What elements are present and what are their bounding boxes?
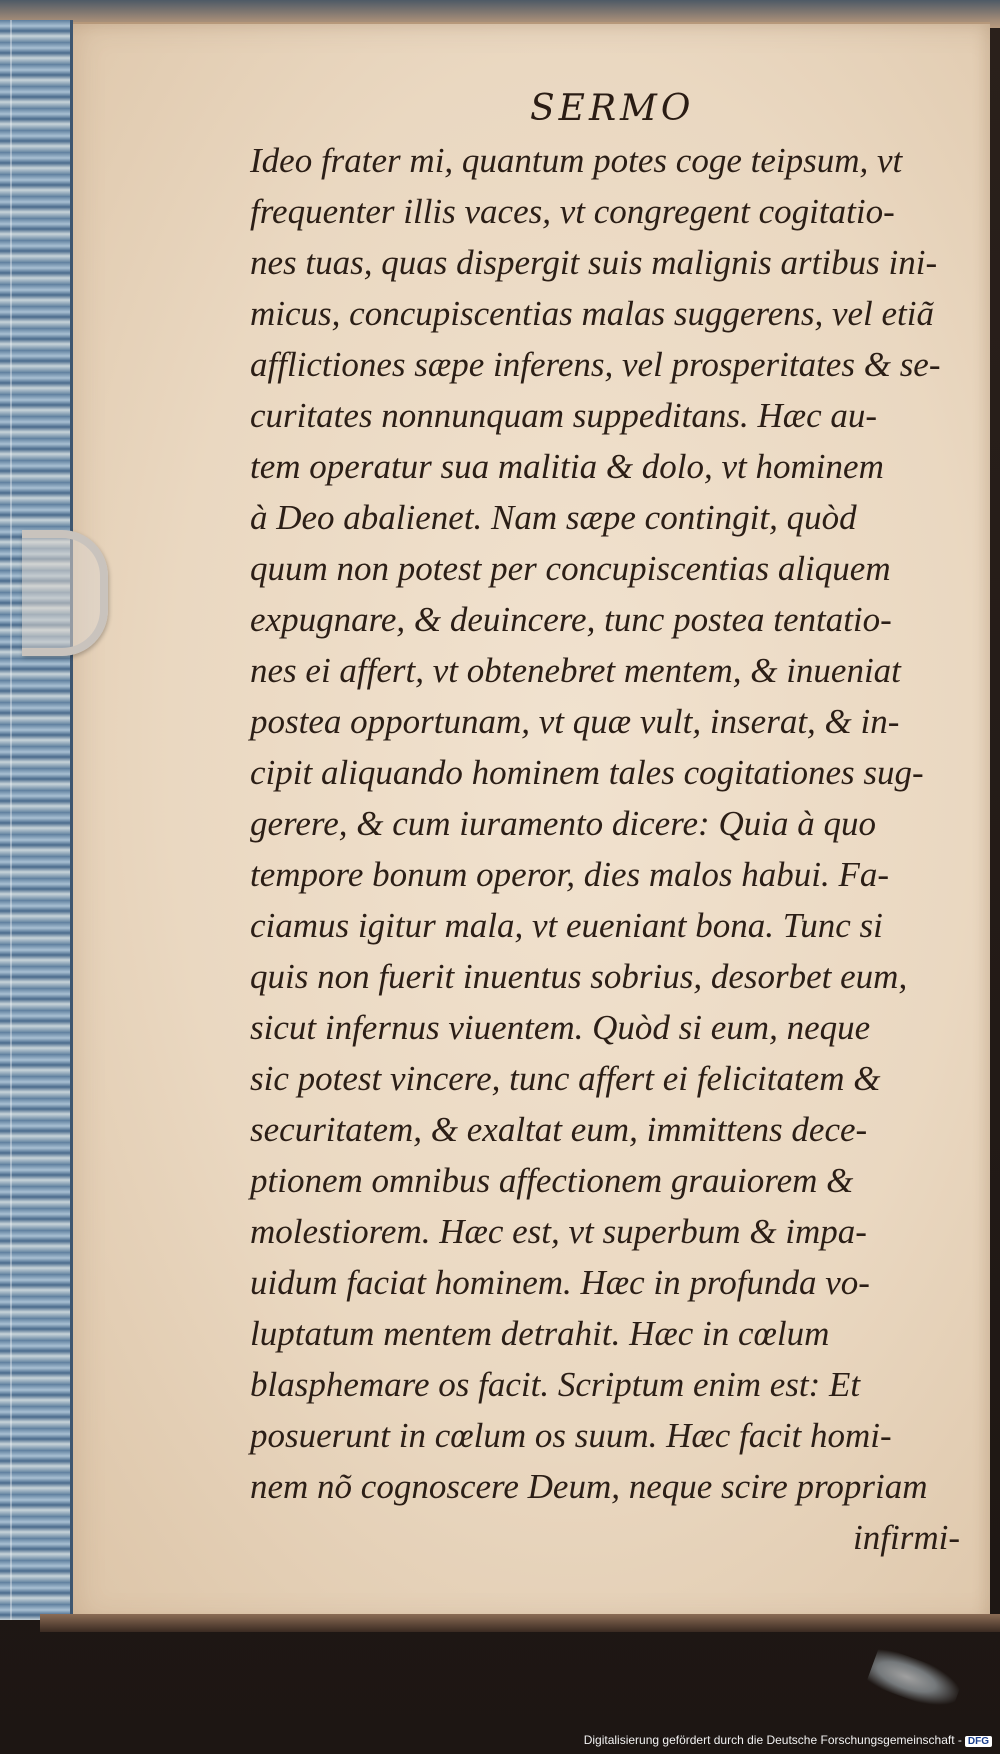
text-line: nes tuas, quas dispergit suis malignis artibus ini- bbox=[250, 243, 938, 282]
text-line: luptatum mentem detrahit. Hæc in cœlum bbox=[250, 1314, 830, 1353]
text-line: micus, concupiscentias malas suggerens, vel etiã bbox=[250, 294, 934, 333]
text-line: tem operatur sua malitia & dolo, vt hominem bbox=[250, 447, 884, 486]
text-line: afflictiones sæpe inferens, vel prosperitates & se- bbox=[250, 345, 941, 384]
running-header: SERMO bbox=[530, 88, 695, 129]
body-text bbox=[250, 135, 960, 1563]
text-line: blasphemare os facit. Scriptum enim est: Et bbox=[250, 1365, 861, 1404]
text-line: securitatem, & exaltat eum, immittens dece- bbox=[250, 1110, 868, 1149]
text-line: nes ei affert, vt obtenebret mentem, & inueniat bbox=[250, 651, 901, 690]
text-line: uidum faciat hominem. Hæc in profunda vo- bbox=[250, 1263, 870, 1302]
text-line: expugnare, & deuincere, tunc postea tentatio- bbox=[250, 600, 892, 639]
text-line: ciamus igitur mala, vt eueniant bona. Tunc si bbox=[250, 906, 883, 945]
page-clip bbox=[22, 530, 108, 656]
text-line: molestiorem. Hæc est, vt superbum & impa- bbox=[250, 1212, 867, 1251]
book-marbled-edge bbox=[0, 20, 73, 1620]
text-line: nem nõ cognoscere Deum, neque scire propriam bbox=[250, 1467, 928, 1506]
text-line: Ideo frater mi, quantum potes coge teipsum, vt bbox=[250, 141, 903, 180]
text-line: quum non potest per concupiscentias aliquem bbox=[250, 549, 891, 588]
credit-text: Digitalisierung gefördert durch die Deutsche Forschungsgemeinschaft - bbox=[583, 1733, 962, 1747]
text-line: à Deo abalienet. Nam sæpe contingit, quòd bbox=[250, 498, 857, 537]
text-line: tempore bonum operor, dies malos habui. Fa- bbox=[250, 855, 890, 894]
text-line: quis non fuerit inuentus sobrius, desorbet eum, bbox=[250, 957, 908, 996]
dfg-logo-badge: DFG bbox=[965, 1736, 992, 1747]
page-bottom-edge bbox=[40, 1614, 1000, 1632]
text-line: cipit aliquando hominem tales cogitationes sug- bbox=[250, 753, 924, 792]
catchword: infirmi- bbox=[853, 1518, 960, 1557]
text-line: frequenter illis vaces, vt congregent cogitatio- bbox=[250, 192, 895, 231]
text-line: sic potest vincere, tunc affert ei felicitatem & bbox=[250, 1059, 881, 1098]
text-line: posuerunt in cœlum os suum. Hæc facit homi- bbox=[250, 1416, 892, 1455]
text-line: sicut infernus viuentem. Quòd si eum, neque bbox=[250, 1008, 871, 1047]
text-line: postea opportunam, vt quæ vult, inserat, & in- bbox=[250, 702, 900, 741]
text-line: gerere, & cum iuramento dicere: Quia à quo bbox=[250, 804, 876, 843]
text-line: curitates nonnunquam suppeditans. Hæc au- bbox=[250, 396, 878, 435]
digitization-credit bbox=[584, 1733, 992, 1747]
text-line: ptionem omnibus affectionem grauiorem & bbox=[250, 1161, 854, 1200]
